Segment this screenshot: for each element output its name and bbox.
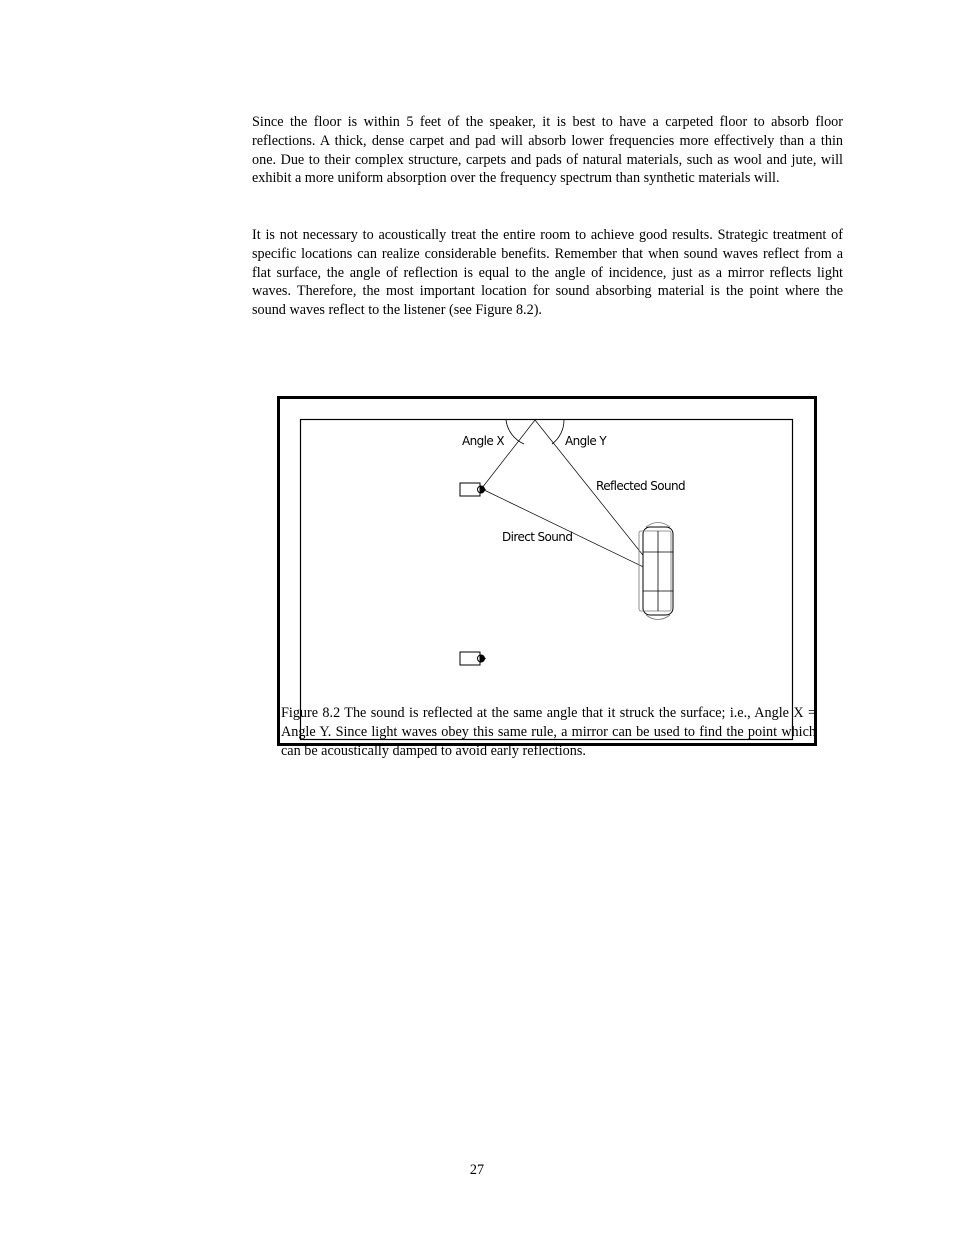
reflected-sound-label: Reflected Sound: [596, 479, 686, 493]
paragraph-strategic-treatment: It is not necessary to acoustically treat the entire room to achieve good results. Strategic treatment of specific locations can realize considerable benefits. Remember that when sound waves reflect from a flat surface, the angle of reflection is equal to the angle of incidence, just as a mirror reflects light waves. Therefore, the most important location for sound absorbing material is the point where the sound waves reflect to the listener (see Figure 8.2).: [252, 227, 843, 319]
angle-y-arc: [552, 420, 564, 444]
incident-sound-line: [482, 420, 535, 488]
speaker-front-right: [460, 652, 486, 665]
room-diagram: [280, 399, 814, 743]
direct-sound-label: Direct Sound: [502, 530, 573, 544]
room-wall: [301, 420, 793, 740]
angle-x-label: Angle X: [462, 434, 504, 448]
figure-caption: Figure 8.2 The sound is reflected at the same angle that it struck the surface; i.e., Angle X = Angle Y. Since light waves obey this same rule, a mirror can be used to find the point which can be acoustically damped to avoid early reflections.: [281, 705, 816, 759]
angle-x-arc: [506, 420, 524, 444]
listener-chair-icon: [639, 523, 673, 620]
page-number: 27: [469, 1162, 485, 1178]
angle-y-label: Angle Y: [565, 434, 607, 448]
figure-8-2: [277, 396, 817, 746]
paragraph-floor-reflections: Since the floor is within 5 feet of the speaker, it is best to have a carpeted floor to absorb floor reflections. A thick, dense carpet and pad will absorb lower frequencies more effectively than a thin one. Due to their complex structure, carpets and pads of natural materials, such as wool and jute, will exhibit a more uniform absorption over the frequency spectrum than synthetic materials will.: [252, 114, 843, 187]
speaker-front-left: [460, 483, 486, 496]
